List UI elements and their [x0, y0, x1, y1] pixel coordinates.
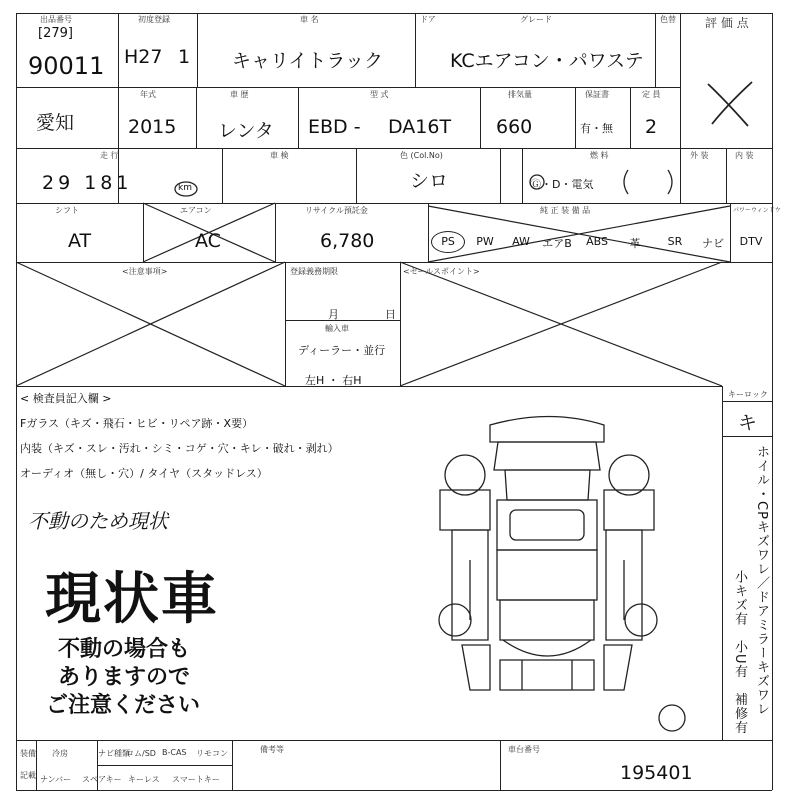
stamp-line-2: ありますので [58, 665, 191, 690]
handwritten-note: 不動のため現状 [28, 509, 168, 533]
footer-smart-key: スマートキー [172, 775, 220, 784]
aircon: AC [195, 230, 221, 252]
equip-aw: AW [512, 235, 530, 248]
key-lock-label: キーロック [728, 390, 768, 399]
equip-abs: ABS [586, 235, 608, 248]
footer-remote: リモコン [196, 749, 228, 758]
color-change-label: 色替 [660, 15, 676, 24]
notes-label: <注意事項> [122, 267, 168, 276]
first-reg-era: H27 [124, 46, 163, 68]
key-value: キ [738, 412, 758, 434]
footer-label-b: 記載 [20, 771, 36, 780]
equip-pw: PW [476, 235, 494, 248]
handle-side: 左H ・ 右H [305, 374, 362, 387]
model-code: DA16T [388, 116, 452, 138]
recycle-label: リサイクル預託金 [305, 206, 368, 215]
reg-expiry-label: 登録義務期限 [290, 267, 338, 276]
capacity-label: 定 員 [642, 90, 661, 99]
lot-no-label: 出品番号 [40, 15, 72, 24]
displacement-label: 排気量 [508, 90, 532, 99]
stamp-line-3: ご注意ください [46, 693, 201, 718]
first-reg-label: 初度登録 [138, 15, 170, 24]
footer-label-a: 装備 [20, 749, 36, 758]
inspector-label: < 検査員記入欄 > [20, 392, 112, 405]
color-value: シロ [410, 170, 449, 192]
chassis-label: 車台番号 [508, 745, 540, 754]
stamp-line-1: 不動の場合も [58, 637, 191, 662]
sales-point-label: <セールスポイント> [403, 267, 480, 276]
equipment-right-label: パワーウィンドウ [733, 207, 781, 214]
footer-rom-sd: ロム/SD [126, 749, 156, 758]
inspection-label: 車 検 [270, 151, 289, 160]
warranty-value: 有・無 [580, 122, 613, 135]
mileage: 29 181 [42, 172, 133, 194]
grade-label: グレード [520, 15, 552, 24]
rating-label: 評 価 点 [705, 16, 749, 30]
equipment-label: 純 正 装 備 品 [540, 206, 591, 215]
footer-spare-key: スペアキー [82, 775, 122, 784]
footer-bcas: B-CAS [162, 748, 187, 757]
aircon-label: エアコン [180, 206, 212, 215]
inspect-line-interior: 内装（キズ・スレ・汚れ・シミ・コゲ・穴・キレ・破れ・剥れ） [20, 442, 339, 455]
capacity: 2 [645, 116, 658, 138]
rating-x-mark [708, 82, 752, 126]
dealer-type: ディーラー・並行 [298, 344, 386, 357]
year: 2015 [128, 116, 177, 138]
equip-navi: ナビ [702, 237, 724, 250]
vertical-note-2: 小キズ有 小U有 補修有 [732, 570, 747, 735]
shift: AT [68, 230, 92, 252]
usage-label: 車 歴 [230, 90, 249, 99]
import-label: 輸入車 [325, 324, 349, 333]
inspect-line-glass: Fガラス（キズ・飛石・ヒビ・リペア跡・X要） [20, 417, 254, 430]
equip-ps: PS [431, 231, 465, 253]
warranty-label: 保証書 [585, 90, 609, 99]
model-prefix: EBD - [308, 116, 361, 138]
vertical-note-1: ホイル・CPキズワレ／ドアミラーキズワレ [754, 445, 769, 716]
equip-dtv: DTV [739, 235, 763, 248]
shift-label: シフト [55, 206, 79, 215]
fuel-label: 燃 料 [590, 151, 609, 160]
footer-remarks: 備考等 [260, 745, 284, 754]
mileage-label: 走 行 [100, 151, 119, 160]
footer-aircon: 冷房 [52, 749, 68, 758]
model-label: 型 式 [370, 90, 389, 99]
equip-sr: SR [667, 235, 683, 248]
footer-plate: ナンバー [40, 775, 72, 784]
stamp-title: 現状車 [45, 567, 219, 632]
first-reg-month: 1 [178, 46, 191, 68]
fuel-value: Ⓖ・D・電気 [530, 178, 594, 191]
exterior-label: 外 装 [690, 151, 709, 160]
color-label: 色 (Col.No) [400, 151, 443, 160]
car-name-label: 車 名 [300, 15, 319, 24]
inspect-line-audio: オーディオ（無し・穴）/ タイヤ（スタッドレス） [20, 467, 268, 480]
bracket-number: [279] [38, 26, 73, 41]
lot-number: 90011 [28, 52, 105, 80]
reg-day: 日 [385, 308, 396, 321]
equip-leather: 革 [629, 237, 641, 250]
car-name: キャリイトラック [232, 50, 384, 72]
recycle-fee: 6,780 [320, 230, 375, 252]
reg-month: 月 [328, 308, 339, 321]
displacement: 660 [496, 116, 533, 138]
footer-navi-type: ナビ種類 [98, 749, 130, 758]
grade: KCエアコン・パワステ [450, 50, 644, 72]
usage: レンタ [218, 120, 274, 142]
footer-keyless: キーレス [128, 775, 160, 784]
chassis-number: 195401 [620, 762, 693, 784]
door-label: ドア [420, 15, 436, 24]
year-label: 年式 [140, 90, 156, 99]
equip-airbag: エアB [542, 237, 572, 250]
interior-label: 内 装 [735, 151, 754, 160]
mileage-unit: km [178, 183, 192, 193]
region: 愛知 [36, 112, 75, 134]
